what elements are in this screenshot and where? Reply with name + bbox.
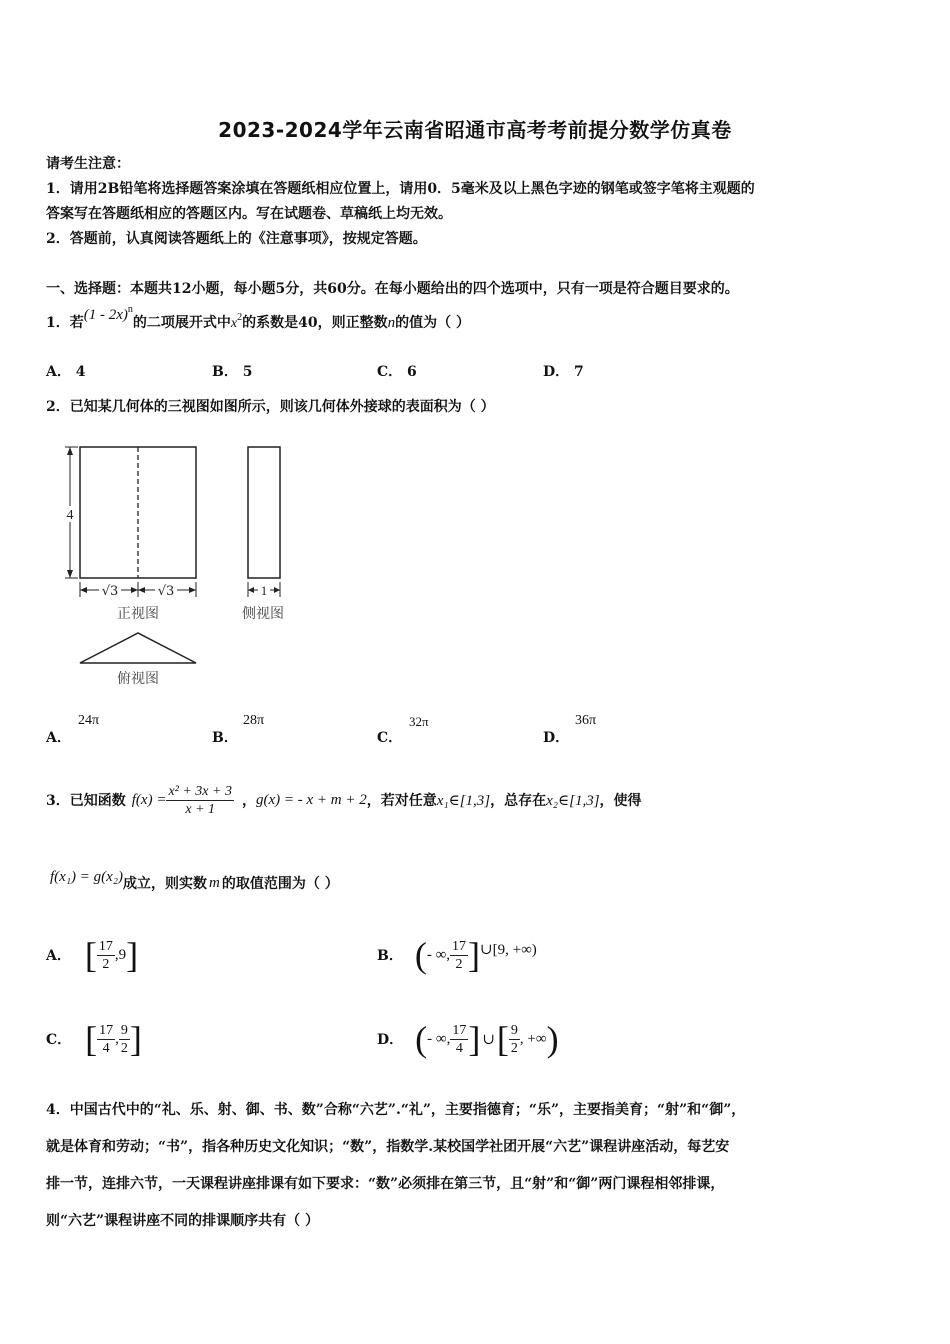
three-view-figure — [56, 435, 306, 690]
q1-option-c[interactable]: C． 6 — [377, 364, 417, 380]
front-view-caption: 正视图 — [117, 606, 159, 622]
q3-cond1-text: ，若对任意 — [366, 793, 437, 809]
q3-option-c[interactable]: C． [ $\frac{17}{4}$ , $\frac{9}{2}$ ] — [46, 1019, 142, 1059]
q2-option-b-value: 28π — [243, 713, 265, 728]
q1-option-d[interactable]: D． 7 — [543, 364, 584, 380]
q4-line: 排一节，连排六节，一天课程讲座排课有如下要求：“数”必须排在第三节，且“射”和“御”两门课程相邻排课， — [46, 1176, 725, 1192]
q3-line2-tail: 的取值范围为（ ） — [221, 876, 339, 892]
top-view-caption: 俯视图 — [117, 671, 159, 687]
q3-prefix: 3．已知函数 — [46, 793, 126, 809]
height-label: 4 — [66, 508, 74, 523]
q2-option-b-label[interactable]: B． — [212, 730, 238, 746]
side-width-label: 1 — [260, 583, 268, 598]
notice-heading: 请考生注意： — [46, 156, 130, 172]
section-heading: 一、选择题：本题共12小题，每小题5分，共60分。在每小题给出的四个选项中，只有一项是符合题目要求的。 — [46, 281, 739, 297]
q3-cond-tail: ，使得 — [599, 793, 642, 809]
q1-tail: 的值为（ ） — [395, 315, 470, 331]
q3-f-fraction: $\frac{\text{x² + 3x + 3}}{x + 1}$ — [168, 783, 232, 817]
q1-mid: 的二项展开式中 — [132, 315, 231, 331]
q1-pow: 2 — [237, 312, 243, 323]
q3-line2-math: f(x₁) = g(x₂) — [50, 868, 124, 885]
q2-option-a-value: 24π — [78, 713, 100, 728]
q3-cond1-math: x₁∈[1,3] — [436, 792, 491, 809]
q1-option-a[interactable]: A． 4 — [46, 364, 86, 380]
top-view-triangle — [80, 633, 196, 663]
side-view-caption: 侧视图 — [242, 606, 284, 622]
q2-option-c-value: 32π — [409, 714, 429, 729]
question-2: 2．已知某几何体的三视图如图所示，则该几何体外接球的表面积为（ ） — [46, 399, 495, 415]
q4-line: 则“六艺”课程讲座不同的排课顺序共有（ ） — [46, 1213, 319, 1229]
q2-option-a-label[interactable]: A． — [46, 730, 71, 746]
q1-expr: (1 - 2x) — [83, 307, 128, 323]
question-3: 3．已知函数 f(x) = $\frac{\text{x² + 3x + 3}}{x + 1}$ ， g(x) = - x + m + 2 ，若对任意 x₁∈[1,3] ，总存在 x₂∈[1,3] ，使得 — [46, 783, 642, 817]
q3-line2 — [50, 868, 339, 893]
notice-line: 答案写在答题纸相应的答题区内。写在试题卷、草稿纸上均无效。 — [46, 206, 452, 222]
q3-option-a[interactable]: A． [ $\frac{17}{2}$ ,9 ] — [46, 935, 139, 975]
notice-line: 1．请用2B铅笔将选择题答案涂填在答题纸相应位置上，请用0．5毫米及以上黑色字迹的钢笔或签字笔将主观题的 — [46, 181, 755, 197]
q2-option-c-label[interactable]: C． — [377, 730, 403, 746]
q3-g-def: g(x) = - x + m + 2 — [255, 791, 367, 808]
q1-exp: n — [127, 304, 133, 315]
q3-option-d[interactable]: D． ( - ∞, $\frac{17}{4}$ ] ∪ [ $\frac{9}{2}$ , +∞ ) — [377, 1019, 559, 1059]
question-1 — [46, 304, 470, 332]
q3-f-lhs: f(x) = — [131, 791, 167, 808]
q1-var: x — [230, 316, 238, 331]
width-label-left: √3 — [101, 584, 119, 599]
q1-prefix: 1．若 — [46, 315, 84, 331]
q2-option-d-value: 36π — [575, 713, 597, 728]
q3-m: m — [209, 874, 220, 891]
q3-cond2-math: x₂∈[1,3] — [546, 792, 600, 809]
q3-line2-text: 成立，则实数 — [123, 876, 208, 892]
q2-option-d-label[interactable]: D． — [543, 730, 570, 746]
q4-line: 4．中国古代中的“礼、乐、射、御、书、数”合称“六艺”.“礼”，主要指德育；“乐”，主要指美育；“射”和“御”， — [46, 1102, 746, 1118]
q1-option-b[interactable]: B． 5 — [212, 364, 253, 380]
page-title: 2023-2024学年云南省昭通市高考考前提分数学仿真卷 — [218, 118, 732, 142]
width-label-right: √3 — [157, 584, 175, 599]
q3-option-b[interactable]: B． ( - ∞, $\frac{17}{2}$ ] ∪[9, +∞) — [377, 935, 537, 975]
q1-suffix: 的系数是40，则正整数 — [242, 315, 388, 331]
q1-n: n — [387, 315, 396, 331]
side-view-rect — [248, 447, 280, 578]
notice-line: 2．答题前，认真阅读答题纸上的《注意事项》，按规定答题。 — [46, 231, 427, 247]
q4-line: 就是体育和劳动；“书”，指各种历史文化知识；“数”，指数学.某校国学社团开展“六艺”课程讲座活动，每艺安 — [46, 1139, 730, 1155]
q3-cond2-text: ，总存在 — [490, 793, 547, 809]
